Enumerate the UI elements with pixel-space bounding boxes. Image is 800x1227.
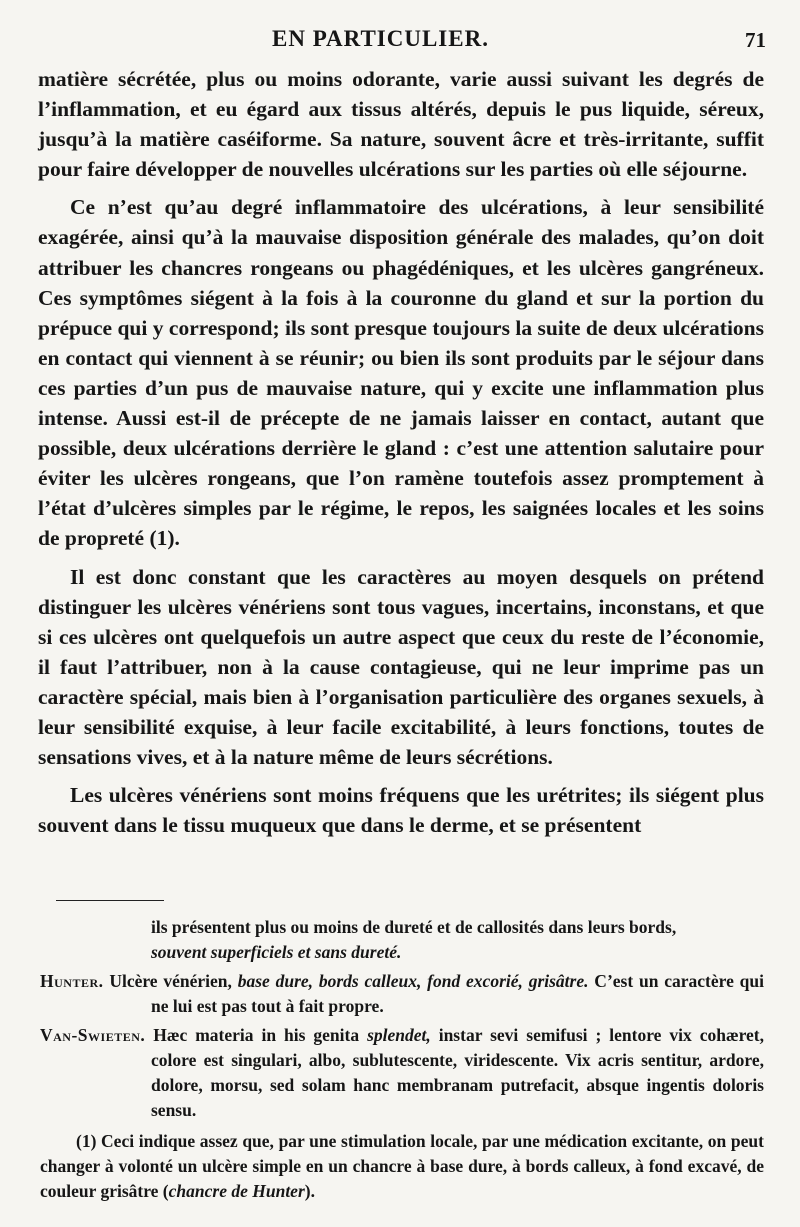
paragraph-2: Ce n’est qu’au degré inflammatoire des ulcérations, à leur sensibilité exagérée, ainsi qu’à la mauvaise disposition générale des malades, qu’on doit attribuer les chancres rongeans ou phagédéniques, et les ulcères gangréneux. Ces symptômes siégent à la fois à la couronne du gland et sur la portion du prépuce qui y correspond; ils sont presque toujours la suite de deux ulcérations en contact qui viennent à se réunir; ou bien ils sont produits par le séjour dans ces parties d’un pus de mauvaise nature, qui y excite une inflammation plus intense. Aussi est-il de précepte de ne jamais laisser en contact, autant que possible, deux ulcérations derrière le gland : c’est une attention salutaire pour éviter les ulcères rongeans, que l’on ramène toutefois assez promptement à l’état d’ulcères simples par le régime, le repos, les saignées locales et les soins de propreté (1). bbox=[38, 195, 764, 551]
note-continuation bbox=[40, 915, 764, 965]
note-continuation-line2: souvent superficiels et sans dureté. bbox=[151, 942, 402, 962]
note-van-swieten bbox=[40, 1023, 764, 1123]
page-header bbox=[0, 26, 800, 56]
main-text bbox=[38, 64, 764, 840]
footnote-rule bbox=[56, 900, 164, 901]
note-hunter-text-c: C’est un caractère qui ne lui est pas tout à fait propre. bbox=[151, 971, 765, 1016]
paragraph-4: Les ulcères vénériens sont moins fréquens que les urétrites; ils siégent plus souvent dans le tissu muqueux que dans le derme, et se présentent bbox=[38, 783, 764, 838]
footnote-1 bbox=[40, 1129, 764, 1204]
note-hunter-text-b: base dure, bords calleux, fond excorié, grisâtre. bbox=[237, 971, 589, 991]
note-hunter-author: Hunter. bbox=[40, 971, 104, 991]
footnote-text-b: chancre de Hunter bbox=[168, 1181, 305, 1201]
running-title: EN PARTICULIER. bbox=[272, 26, 489, 51]
notes-section bbox=[40, 915, 764, 1204]
note-vs-text-a: Hæc materia in his genita bbox=[153, 1025, 368, 1045]
paragraph-1: matière sécrétée, plus ou moins odorante, varie aussi suivant les degrés de l’inflammation, et eu égard aux tissus altérés, depuis le pus liquide, séreux, jusqu’à la matière caséiforme. Sa nature, souvent âcre et très-irritante, suffit pour faire développer de nouvelles ulcérations sur les parties où elle séjourne. bbox=[38, 67, 764, 182]
footnote-text-c: ). bbox=[304, 1181, 315, 1201]
paragraph-3: Il est donc constant que les caractères au moyen desquels on prétend distinguer les ulcères vénériens sont tous vagues, incertains, inconstans, et que si ces ulcères ont quelquefois un autre aspect que ceux du reste de l’économie, il faut l’attribuer, non à la cause contagieuse, qui ne leur imprime pas un caractère spécial, mais bien à l’organisation particulière des organes sexuels, à leur sensibilité exquise, à leur facile excitabilité, à leurs fonctions, toutes de sensations vives, et à la nature même de leurs sécrétions. bbox=[38, 564, 764, 770]
note-vs-text-b: splendet, bbox=[367, 1025, 431, 1045]
note-vs-text-c: instar sevi semifusi ; lentore vix cohæret, colore est singulari, albo, sublutescente, viridescente. Vix acris sentitur, ardore, dolore, morsu, sed solam hanc membranam putrefacit, absque ingentis doloris sensu. bbox=[151, 1025, 765, 1120]
note-hunter bbox=[40, 969, 764, 1019]
footnote-text-a: (1) Ceci indique assez que, par une stimulation locale, par une médication excitante, on peut changer à volonté un ulcère simple en un chancre à base dure, à bords calleux, à fond excavé, de couleur grisâtre ( bbox=[40, 1131, 764, 1201]
note-hunter-text-a: Ulcère vénérien, bbox=[109, 971, 238, 991]
page-number: 71 bbox=[745, 28, 766, 52]
note-vs-author: Van-Swieten. bbox=[40, 1025, 146, 1045]
note-continuation-line1: ils présentent plus ou moins de dureté et de callosités dans leurs bords, bbox=[151, 917, 677, 937]
